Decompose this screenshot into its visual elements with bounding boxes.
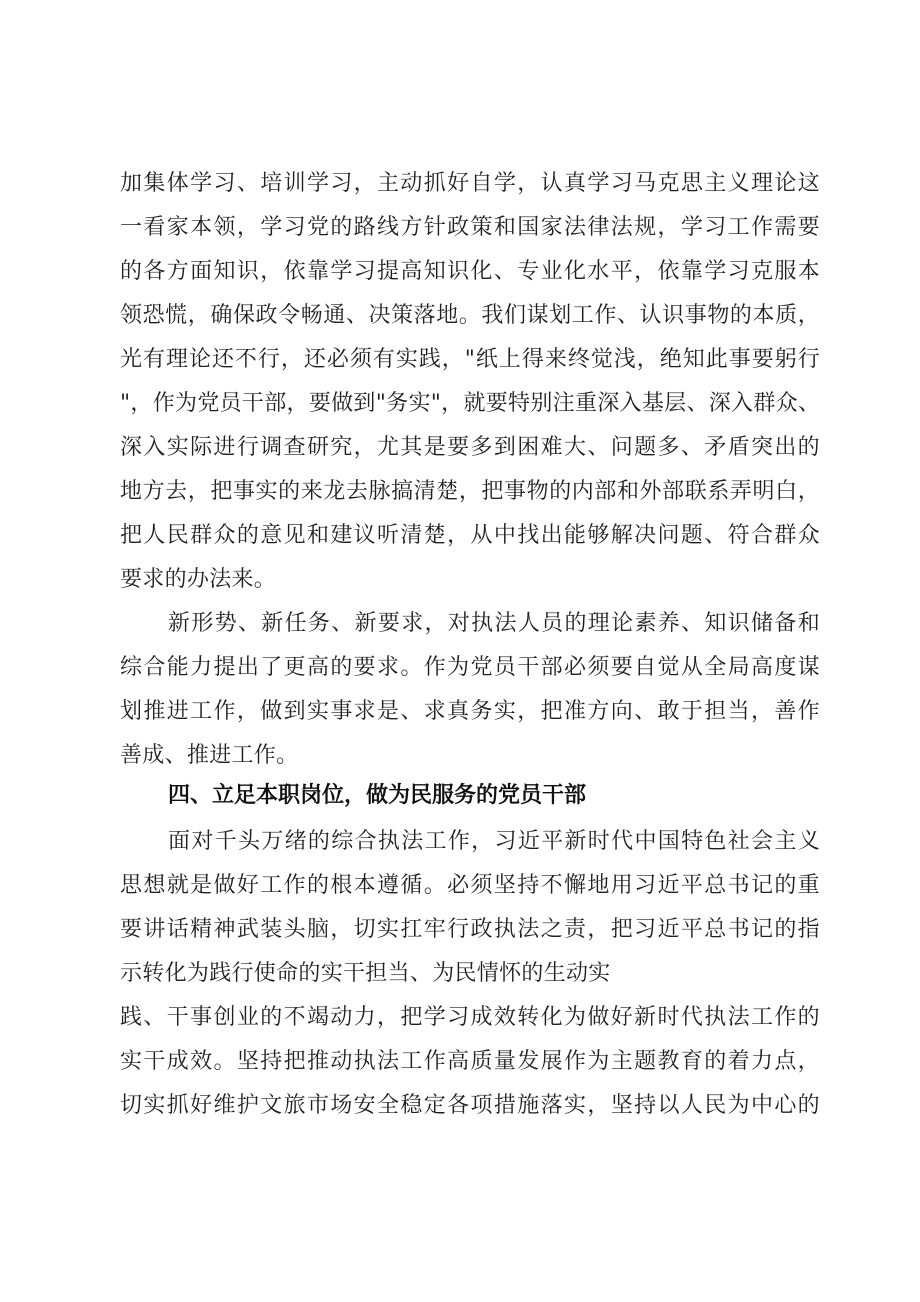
paragraph-1-line-4: 领恐慌，确保政令畅通、决策落地。我们谋划工作、认识事物的本质， xyxy=(120,303,820,328)
paragraph-1-line-1: 加集体学习、培训学习，主动抓好自学，认真学习马克思主义理论这 xyxy=(120,171,820,196)
paragraph-2-line-3: 划推进工作，做到实事求是、求真务实，把准方向、敢于担当，善作 xyxy=(120,699,820,724)
paragraph-4-line-2: 实干成效。坚持把推动执法工作高质量发展作为主题教育的着力点， xyxy=(120,1049,820,1074)
paragraph-2-line-2: 综合能力提出了更高的要求。作为党员干部必须要自觉从全局高度谋 xyxy=(120,655,820,680)
paragraph-3-line-4: 示转化为践行使命的实干担当、为民情怀的生动实 xyxy=(120,961,611,986)
paragraph-4-line-1: 践、干事创业的不竭动力，把学习成效转化为做好新时代执法工作的 xyxy=(120,1005,820,1030)
paragraph-3-line-3: 要讲话精神武装头脑，切实扛牢行政执法之责，把习近平总书记的指 xyxy=(120,917,820,942)
section-heading: 四、立足本职岗位，做为民服务的党员干部 xyxy=(168,783,587,808)
paragraph-3-line-2: 思想就是做好工作的根本遵循。必须坚持不懈地用习近平总书记的重 xyxy=(120,873,820,898)
paragraph-1-line-10: 要求的办法来。 xyxy=(120,567,277,592)
paragraph-1-line-2: 一看家本领，学习党的路线方针政策和国家法律法规，学习工作需要 xyxy=(120,215,820,240)
paragraph-2-line-4: 善成、推进工作。 xyxy=(120,743,299,768)
paragraph-1-line-3: 的各方面知识，依靠学习提高知识化、专业化水平，依靠学习克服本 xyxy=(120,259,820,284)
paragraph-1-line-7: 深入实际进行调查研究，尤其是要多到困难大、问题多、矛盾突出的 xyxy=(120,435,820,460)
paragraph-3-line-1: 面对千头万绪的综合执法工作，习近平新时代中国特色社会主义 xyxy=(168,829,820,854)
paragraph-1-line-6: "，作为党员干部，要做到"务实"，就要特别注重深入基层、深入群众、 xyxy=(120,391,821,416)
paragraph-1-line-5: 光有理论还不行，还必须有实践，"纸上得来终觉浅，绝知此事要躬行 xyxy=(120,347,820,372)
paragraph-4-line-3: 切实抓好维护文旅市场安全稳定各项措施落实，坚持以人民为中心的 xyxy=(120,1093,820,1118)
paragraph-1-line-9: 把人民群众的意见和建议听清楚，从中找出能够解决问题、符合群众 xyxy=(120,523,820,548)
paragraph-2-line-1: 新形势、新任务、新要求，对执法人员的理论素养、知识储备和 xyxy=(168,611,820,636)
paragraph-1-line-8: 地方去，把事实的来龙去脉搞清楚，把事物的内部和外部联系弄明白， xyxy=(120,479,820,504)
